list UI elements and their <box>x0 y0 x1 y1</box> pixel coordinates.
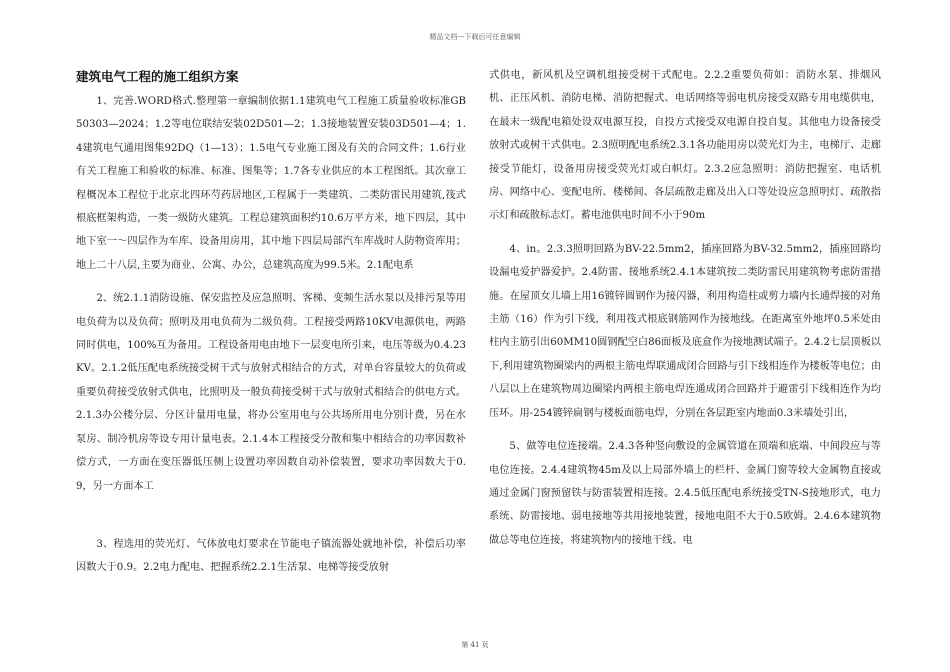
paragraph: 1、完善.WORD格式.整理第一章编制依据1.1建筑电气工程施工质量验收标准GB50303—2024；1.2等电位联结安装02D501—2；1.3接地装置安装03D501—4；1.4建筑电气通用图集92DQ（1—13）；1.5电气专业施工图及有关的合同文件；1.6行业有关工程施工和验收的标准、标准、图集等；1.7各专业供应的本工程图纸。其次章工程概况本工程位于北京北四环芍药居地区,工程属于一类建筑、二类防雷民用建筑,筏式根底框架构造，一类一级防火建筑。工程总建筑面积约10.6万平方米，地下四层，其中地下室一～四层作为车库、设备用房用，其中地下四层局部汽车库战时人防物资库用；地上二十八层,主要为商业、公寓、办公，总建筑高度为99.5米。2.1配电系 <box>76 96 466 271</box>
document-title: 建筑电气工程的施工组织方案 <box>76 69 239 84</box>
paragraph: 式供电，新风机及空调机组接受树干式配电。2.2.2重要负荷如：消防水泵、排烟风机、正压风机、消防电梯、消防把握式、电话网络等弱电机房接受双路专用电缆供电，在最末一级配电箱处设双电源互投，自投方式接受双电源自投自复。其他电力设备接受放射式或树干式供电。2.3照明配电系统2.3.1各功能用房以荧光灯为主，电梯厅、走廊接受节能灯，设备用房接受荧光灯或白帜灯。2.3.2应急照明：消防把握室、电话机房、网络中心、变配电所、楼梯间、各层疏散走廊及出入口等处设应急照明灯、疏散指示灯和疏散标志灯。蓄电池供电时间不小于90m <box>489 70 881 222</box>
right-column <box>489 64 881 552</box>
paragraph: 2、统2.1.1消防设施、保安监控及应急照明、客梯、变频生活水泵以及排污泵等用电负荷为以及负荷；照明及用电负荷为二级负荷。工程接受两路10KV电源供电，两路同时供电，100%互为备用。工程设备用电由地下一层变电所引来，电压等级为0.4.23KV。2.1.2低压配电系统接受树干式与放射式相结合的方式，对单台容量较大的负荷或重要负荷接受放射式供电，比照明及一般负荷接受树干式与放射式相结合的供电方式。2.1.3办公楼分层、分区计量用电量，将办公室用电与公共场所用电分别计费，另在水泵房、制冷机房等设专用计量电表。2.1.4本工程接受分散和集中相结合的功率因数补偿方式，一方面在变压器低压侧上设置功率因数自动补偿装置，要求功率因数大于0.9，另一方面本工 <box>76 293 466 492</box>
paragraph: 4、in。2.3.3照明回路为BV-22.5mm2，插座回路为BV-32.5mm2，插座回路均设漏电爱护器爱护。2.4防雷、接地系统2.4.1本建筑按二类防雷民用建筑物考虑防雷措施。在屋顶女儿墙上用16镀锌圆钢作为接闪器，利用构造柱或剪力墙内长通焊接的对角主筋（16）作为引下线，利用筏式根底钢筋网作为接地线。在距离室外地坪0.5米处由柱内主筋引出60MM10圆钢配空白86面板及底盒作为接地测试端子。2.4.2七层顶板以下,利用建筑物圈梁内的两根主筋电焊联通成闭合回路与引下线相连作为楼板等电位；由八层以上在建筑物周边圈梁内两根主筋电焊连通成闭合回路并于避雷引下线相连作为均压环。用-254镀锌扁钢与楼板面筋电焊，分别在各层距室内地面0.3米墙处引出， <box>489 243 881 419</box>
page-header: 精品文档---下载后可任意编辑 <box>429 33 521 41</box>
paragraph: 3、程选用的荧光灯、气体放电灯要求在节能电子镇流器处就地补偿，补偿后功率因数大于0.9。2.2电力配电、把握系统2.2.1生活泵、电梯等接受放射 <box>76 538 466 574</box>
paragraph: 5、做等电位连接端。2.4.3各种竖向敷设的金属管道在顶端和底端、中间段应与等电位连接。2.4.4建筑物45m及以上局部外墙上的栏杆、金属门窗等较大金属物直接或通过金属门窗预留铁与防雷装置相连接。2.4.5低压配电系统接受TN-S接地形式，电力系统、防雷接地、弱电接地等共用接地装置，接地电阻不大于0.5欧姆。2.4.6本建筑物做总等电位连接，将建筑物内的接地干线、电 <box>489 441 881 546</box>
page-number: 第 41 页 <box>461 641 489 649</box>
left-column <box>76 64 466 580</box>
